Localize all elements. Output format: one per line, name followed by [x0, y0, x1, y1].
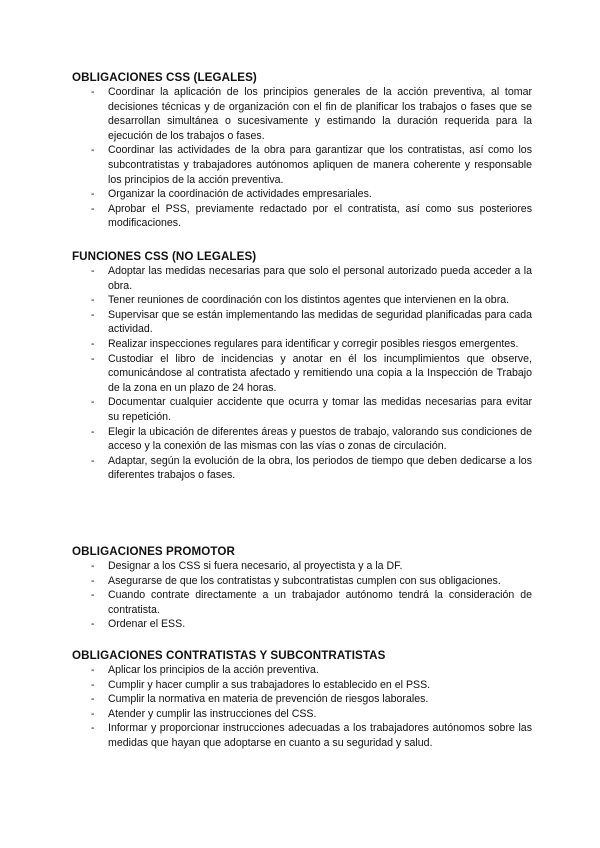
- list-item: [72, 187, 532, 202]
- list-item-text: Cuando contrate directamente a un trabajador autónomo tendrá la consideración de contratista.: [108, 589, 532, 616]
- list-item-text: Designar a los CSS si fuera necesario, al proyectista y a la DF.: [108, 560, 403, 572]
- list-item-text: Ordenar el ESS.: [108, 618, 186, 631]
- list-item-text: Atender y cumplir las instrucciones del CSS.: [108, 707, 317, 720]
- bullet-dash: -: [91, 396, 95, 409]
- bullet-dash: -: [91, 86, 95, 98]
- list-item: [72, 692, 532, 707]
- bullet-dash: -: [91, 337, 95, 350]
- bullet-dash: -: [91, 308, 95, 321]
- list-item: [72, 293, 532, 308]
- bullet-dash: -: [91, 664, 95, 676]
- bullet-dash: -: [91, 618, 95, 631]
- bullet-dash: -: [91, 693, 95, 706]
- list-item-text: Aprobar el PSS, previamente redactado por el contratista, así como sus posteriores modificaciones.: [108, 202, 532, 230]
- list-item: [72, 352, 532, 396]
- bullet-dash: -: [91, 425, 95, 438]
- list-item-text: Adoptar las medidas necesarias para que solo el personal autorizado pueda acceder a la obra.: [108, 265, 532, 292]
- list-item: [72, 678, 532, 693]
- list-item-text: Realizar inspecciones regulares para identificar y corregir posibles riesgos emergentes.: [108, 337, 519, 350]
- list-item: [72, 425, 532, 454]
- bullet-dash: -: [91, 722, 95, 735]
- list-item-text: Informar y proporcionar instrucciones adecuadas a los trabajadores autónomos sobre las medidas que hayan que adoptarse en cuanto a su seguridad y salud.: [108, 722, 532, 749]
- list-item-text: Coordinar la aplicación de los principios generales de la acción preventiva, al tomar decisiones técnicas y de organización con el fin de planificar los trabajos o fases que se desarrollan simultánea o sucesivamente y estimando la duración requerida para la ejecución de los trabajos o fases.: [108, 86, 532, 142]
- list-item-text: Supervisar que se están implementando las medidas de seguridad planificadas para cada actividad.: [108, 308, 532, 336]
- bullet-dash: -: [91, 144, 95, 157]
- list-item: [72, 85, 532, 143]
- list-item-text: Cumplir y hacer cumplir a sus trabajadores lo establecido en el PSS.: [108, 678, 431, 691]
- bullet-dash: -: [91, 188, 95, 201]
- section-title: OBLIGACIONES PROMOTOR: [72, 545, 235, 558]
- list-item-text: Custodiar el libro de incidencias y anotar en él los incumplimientos que observe, comunicándose al contratista afectado y remitiendo una copia a la Inspección de Trabajo de la zona en un plazo de 24 horas.: [108, 352, 532, 394]
- section-obligaciones-css: [72, 70, 532, 231]
- bullet-dash: -: [91, 678, 95, 691]
- list-item: [72, 574, 532, 589]
- list-item-text: Elegir la ubicación de diferentes áreas y puestos de trabajo, valorando sus condiciones de acceso y la conexión de las mismas con las vías o zonas de circulación.: [108, 425, 532, 453]
- list-item: [72, 395, 532, 424]
- bullet-dash: -: [91, 707, 95, 720]
- list-item: [72, 559, 532, 574]
- bullet-dash: -: [91, 294, 95, 307]
- list-item: [72, 721, 532, 750]
- list-item-text: Organizar la coordinación de actividades empresariales.: [108, 188, 372, 201]
- bullet-dash: -: [91, 202, 95, 215]
- section-title: FUNCIONES CSS (NO LEGALES): [72, 250, 257, 263]
- bullet-dash: -: [91, 560, 95, 572]
- section-obligaciones-promotor: [72, 544, 532, 632]
- section-title: OBLIGACIONES CONTRATISTAS Y SUBCONTRATISTAS: [72, 649, 386, 662]
- list-item: [72, 588, 532, 617]
- list-item-text: Asegurarse de que los contratistas y subcontratistas cumplen con sus obligaciones.: [108, 574, 501, 587]
- list-item-text: Tener reuniones de coordinación con los distintos agentes que intervienen en la obra.: [108, 294, 510, 307]
- section-funciones-css: [72, 249, 532, 483]
- list-item: [72, 143, 532, 187]
- list-item-text: Coordinar las actividades de la obra para garantizar que los contratistas, así como los subcontratistas y trabajadores autónomos apliquen de manera coherente y responsable los principios de la acción preventiva.: [108, 144, 532, 186]
- list-item: [72, 337, 532, 352]
- list-item-text: Adaptar, según la evolución de la obra, los periodos de tiempo que deben dedicarse a los diferentes trabajos o fases.: [108, 454, 532, 482]
- list-item: [72, 202, 532, 231]
- list-item-text: Documentar cualquier accidente que ocurra y tomar las medidas necesarias para evitar su repetición.: [108, 396, 532, 423]
- list-item: [72, 707, 532, 722]
- list-item: [72, 308, 532, 337]
- bullet-dash: -: [91, 589, 95, 602]
- bullet-dash: -: [91, 265, 95, 277]
- list-item: [72, 617, 532, 632]
- bullet-dash: -: [91, 352, 95, 365]
- list-item-text: Cumplir la normativa en materia de prevención de riesgos laborales.: [108, 693, 429, 706]
- list-item-text: Aplicar los principios de la acción preventiva.: [108, 664, 319, 676]
- list-item: [72, 264, 532, 293]
- list-item: [72, 454, 532, 483]
- section-title: OBLIGACIONES CSS (LEGALES): [72, 71, 257, 84]
- bullet-dash: -: [91, 454, 95, 467]
- bullet-dash: -: [91, 574, 95, 587]
- list-item: [72, 663, 532, 678]
- section-obligaciones-contratistas: [72, 648, 532, 751]
